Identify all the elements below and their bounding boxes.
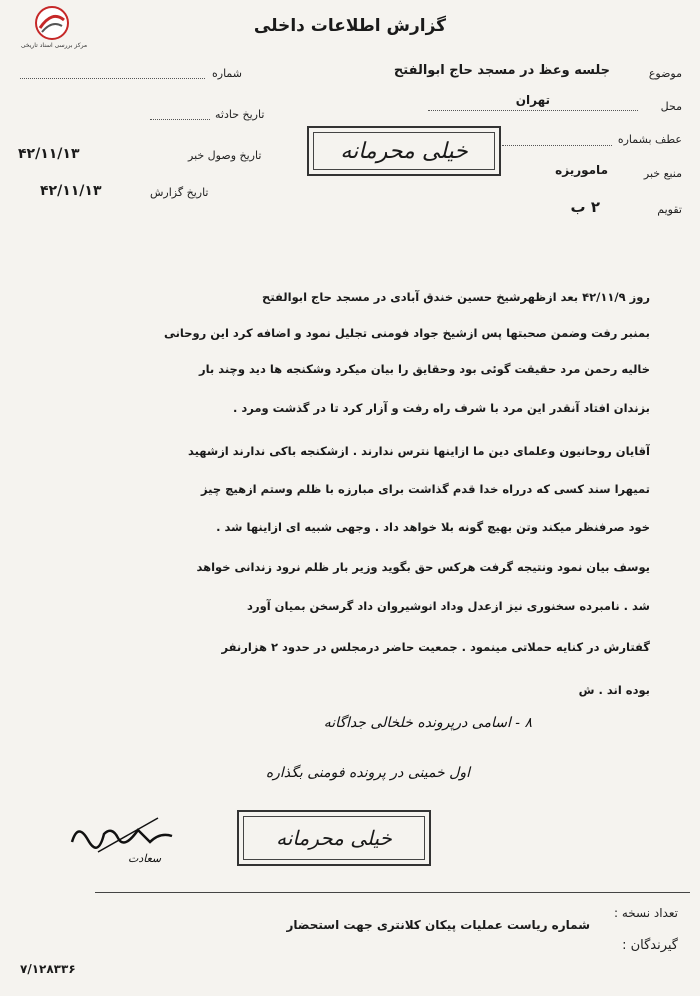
classification-stamp-bottom-text: خیلی محرمانه <box>276 826 392 850</box>
body-line-5: آقایان روحانیون وعلمای دین ما ازاینها نترس ندارند . ازشکنجه باکی ندارند ازشهید <box>187 444 650 458</box>
classification-stamp-text: خیلی محرمانه <box>340 138 468 164</box>
copies-label: تعداد نسخه : <box>613 906 678 920</box>
body-line-7: خود صرفنظر میکند وتن بهیچ گونه بلا خواهد داد . وجهی شبیه ای ازاینها شد . <box>216 520 650 534</box>
body-line-8: یوسف بیان نمود ونتیجه گرفت هرکس حق بگوید وزیر بار ظلم نرود زندانی خواهد <box>196 560 650 574</box>
event-date-label: تاریخ حادثه <box>215 108 265 121</box>
number-line <box>20 78 205 79</box>
copies-value: شماره ریاست عملیات پیکان کلانتری جهت استحضار <box>286 918 590 932</box>
classification-stamp <box>307 126 501 176</box>
body-line-3: خالیه رحمن مرد حقیقت گوئی بود وحقایق را بیان میکرد وشکنجه ها دید وچند بار <box>198 362 650 376</box>
body-line-10: گفتارش در کنایه حملاتی مینمود . جمعیت حاضر درمجلس در حدود ۲ هزارنفر <box>221 640 650 654</box>
signature-caption: سعادت <box>128 852 162 865</box>
rating-label: تقویم <box>657 203 682 216</box>
source-label: منبع خبر <box>643 167 682 180</box>
body-line-11: بوده اند . ش <box>578 683 650 697</box>
body-line-4: بزندان افتاد آنقدر این مرد با شرف راه رفت و آزار کرد تا در گذشت ومرد . <box>232 401 650 415</box>
body-line-6: تمیهرا سند کسی که درراه خدا قدم گذاشت برای مبارزه با ظلم وستم ازهیچ چیز <box>200 482 650 496</box>
reference-label: عطف بشماره <box>617 133 682 146</box>
footer-divider <box>95 892 690 893</box>
body-line-2: بمنبر رفت وضمن صحبتها پس ازشیخ جواد فومنی تجلیل نمود و اضافه کرد این روحانی <box>163 326 650 340</box>
number-label: شماره <box>212 67 243 80</box>
source-value: ماموریزه <box>555 163 608 177</box>
handwritten-note-1: ۸ - اسامی درپرونده خلخالی جداگانه <box>323 715 532 731</box>
report-date-label: تاریخ گزارش <box>150 186 209 199</box>
report-date-value: ۴۲/۱۱/۱۳ <box>40 183 102 199</box>
rating-value: ۲ ب <box>570 198 600 216</box>
recipients-label: گیرندگان : <box>622 938 678 953</box>
logo-caption: مرکز بررسی اسناد تاریخی <box>20 42 88 49</box>
handwritten-note-2: اول خمینی در پرونده فومنی بگذاره <box>265 765 470 781</box>
classification-stamp-bottom <box>237 810 431 866</box>
location-line <box>428 110 638 111</box>
subject-value: جلسه وعظ در مسجد حاج ابوالفتح <box>393 63 610 78</box>
event-date-line <box>150 119 210 120</box>
received-date-value: ۴۲/۱۱/۱۳ <box>18 146 80 162</box>
document-number: ۷/۱۲۸۳۳۶ <box>20 962 76 976</box>
reference-line <box>502 145 612 146</box>
subject-label: موضوع <box>648 67 682 80</box>
signature-icon <box>68 812 178 868</box>
location-label: محل <box>660 100 682 113</box>
body-line-9: شد . نامبرده سخنوری نیز ازعدل وداد انوشیروان داد گرسخن بمیان آورد <box>247 599 650 613</box>
location-value: تهران <box>515 93 550 107</box>
received-date-label: تاریخ وصول خبر <box>188 149 262 162</box>
body-line-1: روز ۴۲/۱۱/۹ بعد ازظهرشیخ حسین خندق آبادی در مسجد حاج ابوالفتح <box>262 290 650 304</box>
report-title: گزارش اطلاعات داخلی <box>253 16 447 36</box>
